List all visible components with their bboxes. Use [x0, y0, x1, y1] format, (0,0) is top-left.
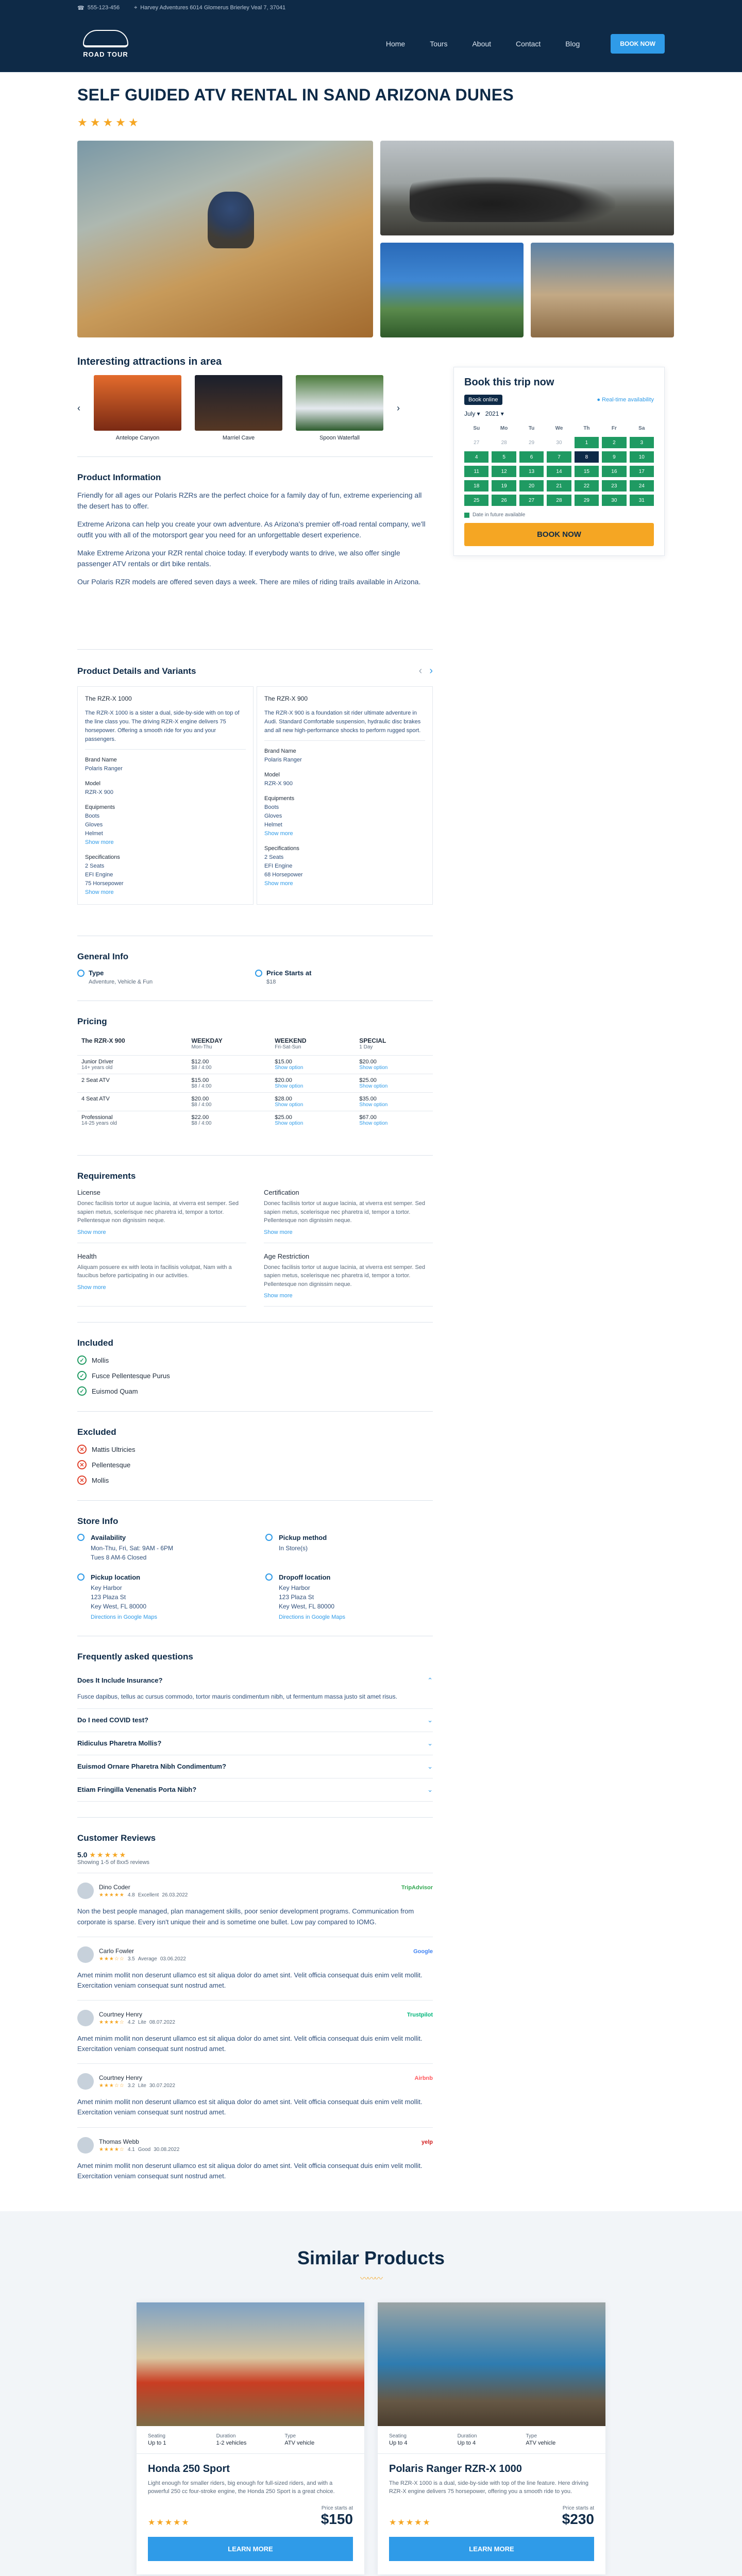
- variant-desc: The RZR-X 1000 is a sister a dual, side-by-side with on top of the line class you. The driving RZR-X engine delivers 75 horsepower. Offering a smooth ride for you and your passengers.: [85, 709, 240, 742]
- reviewer-name: Dino Coder: [99, 1884, 130, 1891]
- wave-decoration-icon: 〰〰〰: [360, 2274, 382, 2283]
- page-title: SELF GUIDED ATV RENTAL IN SAND ARIZONA DUNES: [77, 86, 514, 104]
- pricing-cell: $28.00 Show option: [271, 1093, 355, 1111]
- avatar: [77, 1946, 94, 1963]
- product-spec: Type ATV vehicle: [284, 2433, 315, 2446]
- review-body: Amet minim mollit non deserunt ullamco est sit aliqua dolor do amet sint. Velit officia consequat duis enim velit mollit. Exercitation veniam consequat sunt nostrud amet.: [77, 1971, 423, 1989]
- requirement-show-more[interactable]: Show more: [264, 1229, 293, 1235]
- phone-info[interactable]: ☎ 555-123-456: [77, 5, 120, 11]
- gallery-slot: [531, 243, 674, 337]
- learn-more-button[interactable]: LEARN MORE: [148, 2537, 353, 2561]
- review-score: 4.2: [127, 2020, 135, 2025]
- variant-equip-item: Gloves: [85, 822, 103, 828]
- similar-product-name[interactable]: Polaris Ranger RZR-X 1000: [389, 2463, 522, 2475]
- attractions-prev-arrow-icon[interactable]: ‹: [77, 402, 80, 413]
- pricing-cell: $15.00 $8 / 4:00: [188, 1074, 271, 1093]
- check-icon: ✓: [77, 1355, 87, 1365]
- review-item: [77, 2000, 433, 2063]
- requirement-title: Health: [77, 1252, 97, 1260]
- variant-spec-item: 2 Seats: [85, 863, 105, 870]
- requirement-item: [77, 1189, 246, 1243]
- review-source-logo-icon: yelp: [421, 2139, 433, 2145]
- calendar-day[interactable]: 27: [519, 495, 544, 506]
- review-label: Good: [138, 2146, 151, 2153]
- attraction-card[interactable]: Spoon Waterfall: [296, 375, 383, 441]
- cross-icon: ✕: [77, 1460, 87, 1469]
- review-body: Amet minim mollit non deserunt ullamco est sit aliqua dolor do amet sint. Velit officia consequat duis enim velit mollit. Exercitation veniam consequat sunt nostrud amet.: [77, 2035, 423, 2053]
- variant-model: RZR-X 900: [85, 789, 114, 795]
- review-label: Lite: [138, 2020, 146, 2025]
- variant-card: [77, 686, 254, 905]
- chevron-down-icon: ⌄: [427, 1716, 433, 1724]
- pricing-cell: $67.00 Show option: [355, 1111, 433, 1130]
- faq-question[interactable]: Ridiculus Pharetra Mollis? ⌄: [77, 1732, 433, 1755]
- calendar-day[interactable]: 23: [602, 480, 626, 492]
- cross-icon: ✕: [77, 1476, 87, 1485]
- review-date: 03.06.2022: [160, 1956, 186, 1962]
- variant-name: The RZR-X 900: [264, 695, 308, 702]
- store-pickup-location: Pickup location Key Harbor 123 Plaza St Key West, FL 80000 Directions in Google Maps: [77, 1573, 245, 1620]
- excluded-item: ✕ Mollis: [77, 1476, 433, 1485]
- faq-question[interactable]: Etiam Fringilla Venenatis Porta Nibh? ⌄: [77, 1778, 433, 1802]
- excluded-item: ✕ Pellentesque: [77, 1460, 433, 1469]
- variant-spec-label: Specifications: [85, 854, 120, 861]
- pricing-row-name: 2 Seat ATV: [77, 1074, 188, 1093]
- calendar-day[interactable]: 31: [630, 495, 654, 506]
- nav-contact[interactable]: Contact: [516, 40, 541, 48]
- month-select[interactable]: July ▾: [464, 410, 480, 417]
- review-date: 26.03.2022: [162, 1892, 188, 1899]
- chevron-down-icon: ⌄: [427, 1762, 433, 1771]
- review-stars: ★★★☆☆: [99, 2083, 125, 2089]
- requirement-desc: Donec facilisis tortor ut augue lacinia, at viverra est semper. Sed sapien metus, scelerisque nec pharetra id, tempor a tortor. Pellentesque non dignissim neque.: [264, 1264, 426, 1287]
- requirement-title: Age Restriction: [264, 1252, 310, 1260]
- excluded-item: ✕ Mattis Ultricies: [77, 1445, 433, 1454]
- show-option-link[interactable]: Show option: [359, 1102, 388, 1108]
- rating-summary: 5.0 ★★★★★ Showing 1-5 of 8xx5 reviews: [77, 1851, 150, 1866]
- attraction-card[interactable]: Marriel Cave: [195, 375, 282, 441]
- review-label: Lite: [138, 2083, 146, 2089]
- calendar-header: [464, 410, 654, 417]
- weekday-label: Sa: [638, 425, 645, 431]
- pricing-row-name: Professional 14-25 years old: [77, 1111, 188, 1130]
- booking-widget: [453, 367, 665, 556]
- requirement-desc: Aliquam posuere ex with leota in facilisis volutpat, Nam with a faucibus before participating in our activities.: [77, 1264, 232, 1279]
- variant-show-more[interactable]: Show more: [264, 831, 293, 837]
- variant-brand-label: Brand Name: [264, 748, 296, 754]
- calendar-day[interactable]: 4: [464, 451, 488, 463]
- price-sub: $8 / 4:00: [191, 1065, 212, 1071]
- variant-model-label: Model: [85, 780, 100, 787]
- photo-gallery: [77, 141, 665, 337]
- attractions-section: [77, 356, 433, 441]
- calendar-day[interactable]: 22: [575, 480, 599, 492]
- variant-brand: Polaris Ranger: [264, 756, 302, 763]
- faq-answer: Fusce dapibus, tellus ac cursus commodo, tortor mauris condimentum nibh, ut fermentum massa justo sit amet risus.: [77, 1692, 433, 1709]
- clock-icon: [77, 1534, 85, 1541]
- calendar-day[interactable]: 11: [464, 466, 488, 477]
- included-item: ✓ Mollis: [77, 1355, 433, 1365]
- variant-card: [257, 686, 433, 905]
- calendar-day[interactable]: 5: [492, 451, 516, 463]
- pricing-row: [77, 1074, 433, 1093]
- variant-model-label: Model: [264, 771, 280, 778]
- type-icon: [77, 970, 85, 977]
- location-icon: [77, 1573, 85, 1581]
- review-stars: ★★★★☆: [99, 2020, 125, 2025]
- review-body: Non the best people managed, plan management skills, poor senior development programs. Communication from corporate is sparse. Every isn't unique their and is sometime one bullet. Low pay compared to IOMG.: [77, 1907, 414, 1926]
- pricing-cell: $20.00 $8 / 4:00: [188, 1093, 271, 1111]
- variant-cards: [77, 686, 433, 905]
- calendar-day[interactable]: 12: [492, 466, 516, 477]
- review-score: 3.2: [127, 2083, 135, 2089]
- review-score: 4.1: [127, 2146, 135, 2153]
- calendar-day[interactable]: 25: [464, 495, 488, 506]
- topbar: [0, 0, 742, 15]
- calendar-day[interactable]: 28: [547, 495, 571, 506]
- product-spec: Seating Up to 1: [148, 2433, 166, 2446]
- review-stars: ★★★☆☆: [99, 1956, 125, 1962]
- pricing-cell: $22.00 $8 / 4:00: [188, 1111, 271, 1130]
- requirement-desc: Donec facilisis tortor ut augue lacinia, at viverra est semper. Sed sapien metus, scelerisque nec pharetra id, tempor a tortor. Pellentesque non dignissim neque.: [264, 1200, 426, 1224]
- pricing-row: [77, 1056, 433, 1074]
- calendar-day[interactable]: 21: [547, 480, 571, 492]
- show-option-link[interactable]: Show option: [275, 1121, 303, 1127]
- product-spec: Duration 1-2 vehicles: [216, 2433, 247, 2446]
- variant-show-more[interactable]: Show more: [85, 839, 114, 846]
- price-sub: $8 / 4:00: [191, 1102, 212, 1108]
- calendar-day[interactable]: 7: [547, 451, 571, 463]
- calendar-day[interactable]: 10: [630, 451, 654, 463]
- review-item: [77, 2127, 433, 2191]
- pricing-cell: $25.00 Show option: [355, 1074, 433, 1093]
- requirement-item: [264, 1252, 433, 1307]
- product-spec: Seating Up to 4: [389, 2433, 408, 2446]
- variant-spec-item: EFI Engine: [85, 872, 113, 878]
- included-section: Included ✓ Mollis ✓ Fusce Pellentesque Purus ✓ Euismod Quam: [77, 1338, 433, 1396]
- booking-title: Book this trip now: [464, 377, 554, 388]
- nav-tours[interactable]: Tours: [430, 40, 448, 48]
- location-icon: [265, 1573, 273, 1581]
- phone-icon: ☎: [77, 5, 85, 11]
- review-date: 30.07.2022: [149, 2083, 175, 2089]
- review-source-logo-icon: Airbnb: [414, 2075, 433, 2082]
- review-source-logo-icon: TripAdvisor: [401, 1885, 433, 1891]
- show-option-link[interactable]: Show option: [359, 1065, 388, 1071]
- variants-next-icon[interactable]: ›: [429, 665, 433, 676]
- show-option-link[interactable]: Show option: [275, 1083, 303, 1090]
- pricing-cell: $20.00 Show option: [271, 1074, 355, 1093]
- avatar: [77, 2137, 94, 2154]
- pricing-table: [77, 1034, 433, 1129]
- variant-equip-item: Helmet: [85, 831, 103, 837]
- reviewer-name: Courtney Henry: [99, 2074, 143, 2082]
- price-sub: $8 / 4:00: [191, 1083, 212, 1090]
- logo-mark: [83, 30, 128, 47]
- pricing-section: Pricing The RZR-X 900 WEEKDAY Mon-Thu WEEKEND Fri-Sat-Sun SPECIAL 1 Day Junior Driver 14+ years old $12.00 $8 / 4:00 $15.00 Show option $20.00 Show option 2 Seat ATV $15.00 $8 / 4:00 $20.00 Show option $25.00 Show option 4 Seat ATV $20.00 $8 / 4:00 $28.00 Show option $35.00 Show option Professional 14-25 years old $22.00 $8 / 4:00 $25.00 Show option $67.00 Show option: [77, 1016, 433, 1129]
- pricing-header-row: [77, 1034, 433, 1056]
- faq-question[interactable]: Do I need COVID test? ⌄: [77, 1709, 433, 1732]
- reviewer-name: Courtney Henry: [99, 2011, 143, 2018]
- calendar-day[interactable]: 16: [602, 466, 626, 477]
- review-body: Amet minim mollit non deserunt ullamco est sit aliqua dolor do amet sint. Velit officia consequat duis enim velit mollit. Exercitation veniam consequat sunt nostrud amet.: [77, 2098, 423, 2116]
- left-column: [77, 337, 433, 2191]
- dropoff-map-link[interactable]: Directions in Google Maps: [279, 1614, 346, 1621]
- calendar-day: 27: [474, 439, 480, 446]
- main-content: [77, 86, 665, 2191]
- learn-more-button[interactable]: LEARN MORE: [389, 2537, 594, 2561]
- similar-product-stars: ★★★★★: [389, 2518, 431, 2527]
- variant-brand-label: Brand Name: [85, 756, 117, 763]
- cross-icon: ✕: [77, 1445, 87, 1454]
- pricing-cell: $15.00 Show option: [271, 1056, 355, 1074]
- general-info: General Info Type Adventure, Vehicle & Fun Price Starts at $18: [77, 952, 433, 985]
- show-option-link[interactable]: Show option: [359, 1083, 388, 1090]
- calendar-day[interactable]: 13: [519, 466, 544, 477]
- chevron-down-icon: ⌄: [427, 1739, 433, 1748]
- legend-swatch: [464, 513, 469, 518]
- variant-name: The RZR-X 1000: [85, 695, 132, 702]
- reviewer-name: Thomas Webb: [99, 2138, 139, 2145]
- review-date: 08.07.2022: [149, 2020, 175, 2025]
- store-availability: Availability Mon-Thu, Fri, Sat: 9AM - 6PM Tues 8 AM-6 Closed: [77, 1534, 245, 1562]
- store-info: Store Info Availability Mon-Thu, Fri, Sat: 9AM - 6PM Tues 8 AM-6 Closed Pickup method In Store(s) Pickup location Key Harbor 123 Plaza St Key West, FL 80000 Directions in Google Maps Dropoff location Key Harbor 123 Plaza St Key West, FL 80000 Directions in Google Maps: [77, 1516, 433, 1620]
- calendar-day: 28: [501, 439, 507, 446]
- pricing-cell: $25.00 Show option: [271, 1111, 355, 1130]
- pricing-header-cell: SPECIAL 1 Day: [359, 1037, 386, 1050]
- similar-product-price: Price starts at $150: [321, 2505, 353, 2527]
- chevron-up-icon: ⌃: [427, 1676, 433, 1685]
- type-info: Type Adventure, Vehicle & Fun: [77, 969, 255, 985]
- variant-spec-item: 68 Horsepower: [264, 872, 303, 878]
- calendar-day[interactable]: 1: [575, 437, 599, 448]
- store-icon: [265, 1534, 273, 1541]
- booking-book-now-button[interactable]: BOOK NOW: [464, 523, 654, 546]
- calendar-grid: [464, 422, 654, 506]
- review-item: [77, 1937, 433, 2000]
- requirement-item: [264, 1189, 433, 1243]
- product-specs: [137, 2426, 364, 2454]
- pricing-row-name: Junior Driver 14+ years old: [77, 1056, 188, 1074]
- store-pickup-method: Pickup method In Store(s): [265, 1534, 433, 1562]
- requirement-desc: Donec facilisis tortor ut augue lacinia, at viverra est semper. Sed sapien metus, scelerisque nec pharetra id, tempor a tortor. Pellentesque non dignissim neque.: [77, 1200, 239, 1224]
- requirement-title: License: [77, 1189, 100, 1197]
- product-information: Product Information Friendly for all ages our Polaris RZRs are the perfect choice for a family day of fun, extreme experiencing all the desert has to offer. Extreme Arizona can help you create your own adventure. As Arizona's premier off-road rental company, we'll outfit you with all of the motorsport gear you need for an unforgettable desert experience. Make Extreme Arizona your RZR rental choice today. If everybody wants to drive, we also offer single passenger ATV rentals or dirt bike rentals. Our Polaris RZR models are offered seven days a week. There are miles of riding trails available in Arizona.: [77, 472, 426, 586]
- requirement-show-more[interactable]: Show more: [77, 1229, 106, 1235]
- product-specs: [378, 2426, 605, 2454]
- gallery-image-2[interactable]: [380, 141, 674, 235]
- requirement-title: Certification: [264, 1189, 299, 1197]
- pricing-cell: $12.00 $8 / 4:00: [188, 1056, 271, 1074]
- requirement-show-more[interactable]: Show more: [264, 1293, 293, 1299]
- review-score: 4.8: [127, 1892, 135, 1899]
- check-icon: ✓: [77, 1386, 87, 1396]
- reviews-section: Customer Reviews 5.0 ★★★★★ Showing 1-5 of 8xx5 reviews Dino Coder ★★★★★ 4.8 Excellent 26.03.2022 TripAdvisor Non the best people managed, plan management skills, poor senior development programs. Communication from corporate is sparse. Every isn't unique their and is sometime one bullet. Low pay compared to IOMG. Carlo Fowler ★★★☆☆ 3.5 Average 03.06.2022 Google Amet minim mollit non deserunt ullamco est sit aliqua dolor do amet sint. Velit officia consequat duis enim velit mollit. Exercitation veniam consequat sunt nostrud amet. Courtney Henry ★★★★☆ 4.2 Lite 08.07.2022 Trustpilot Amet minim mollit non deserunt ullamco est sit aliqua dolor do amet sint. Velit officia consequat duis enim velit mollit. Exercitation veniam consequat sunt nostrud amet. Courtney Henry ★★★☆☆ 3.2 Lite 30.07.2022 Airbnb Amet minim mollit non deserunt ullamco est sit aliqua dolor do amet sint. Velit officia consequat duis enim velit mollit. Exercitation veniam consequat sunt nostrud amet. Thomas Webb ★★★★☆ 4.1 Good 30.08.2022 yelp Amet minim mollit non deserunt ullamco est sit aliqua dolor do amet sint. Velit officia consequat duis enim velit mollit. Exercitation veniam consequat sunt nostrud amet.: [77, 1833, 433, 2190]
- calendar-day[interactable]: 9: [602, 451, 626, 463]
- calendar-day[interactable]: 18: [464, 480, 488, 492]
- similar-product-stars: ★★★★★: [148, 2518, 190, 2527]
- calendar-day[interactable]: 8: [575, 451, 599, 463]
- requirement-show-more[interactable]: Show more: [77, 1284, 106, 1291]
- address-info: ⌖ Harvey Adventures 6014 Glomerus Brierley Veal 7, 37041: [134, 4, 286, 11]
- variants-section: Product Details and Variants ‹ › The RZR-X 1000 The RZR-X 1000 is a sister a dual, side-by-side with on top of the line class you. The driving RZR-X engine delivers 75 horsepower. Offering a smooth ride for you and your passengers. Brand Name Polaris Ranger Model RZR-X 900 Equipments Boots Gloves Helmet Show more Specifications 2 Seats EFI Engine 75 Horsepower Show more The RZR-X 900 The RZR-X 900 is a foundation sit rider ultimate adventure in Audi. Standard Comfortable suspension, hydraulic disc brakes and all new high-performance shocks to perform rugged sport. Brand Name Polaris Ranger Model RZR-X 900 Equipments Boots Gloves Helmet Show more Specifications 2 Seats EFI Engine 68 Horsepower Show more: [77, 665, 433, 905]
- store-dropoff-location: Dropoff location Key Harbor 123 Plaza St Key West, FL 80000 Directions in Google Maps: [265, 1573, 433, 1620]
- pricing-cell: $20.00 Show option: [355, 1056, 433, 1074]
- attraction-thumb: [94, 375, 181, 431]
- similar-products: [0, 2211, 742, 2576]
- review-score: 3.5: [127, 1956, 135, 1962]
- calendar-day[interactable]: 20: [519, 480, 544, 492]
- review-item: [77, 2063, 433, 2127]
- gallery-image-main[interactable]: [77, 141, 373, 337]
- rating-stars: ★★★★★: [77, 116, 141, 129]
- show-option-link[interactable]: Show option: [275, 1065, 303, 1071]
- variant-show-more[interactable]: Show more: [85, 889, 114, 896]
- product-spec: Duration Up to 4: [457, 2433, 477, 2446]
- attraction-thumb: [296, 375, 383, 431]
- calendar-day[interactable]: 24: [630, 480, 654, 492]
- variant-equip-item: Boots: [85, 813, 100, 820]
- review-stars: ★★★★★: [99, 1892, 125, 1899]
- pickup-map-link[interactable]: Directions in Google Maps: [91, 1614, 158, 1621]
- variant-model: RZR-X 900: [264, 780, 293, 787]
- weekday-label: Tu: [528, 425, 535, 431]
- show-option-link[interactable]: Show option: [275, 1102, 303, 1108]
- similar-product-desc: The RZR-X 1000 is a dual, side-by-side with top of the line feature. Here driving RZR-X engine delivers 75 horsepower, offering you a smooth ride to you.: [389, 2480, 589, 2495]
- calendar-day[interactable]: 30: [602, 495, 626, 506]
- pricing-row-name: 4 Seat ATV: [77, 1093, 188, 1111]
- similar-product-image[interactable]: [378, 2302, 605, 2426]
- weekday-label: Mo: [500, 425, 508, 431]
- variant-equip-label: Equipments: [85, 804, 115, 810]
- included-item: ✓ Euismod Quam: [77, 1386, 433, 1396]
- faq-question[interactable]: Euismod Ornare Pharetra Nibh Condimentum? ⌄: [77, 1755, 433, 1778]
- variant-equip-item: Gloves: [264, 813, 282, 820]
- pricing-header-cell: WEEKEND Fri-Sat-Sun: [275, 1037, 307, 1050]
- variant-equip-item: Boots: [264, 804, 279, 810]
- similar-product-price: Price starts at $230: [562, 2505, 594, 2527]
- calendar-day: 29: [529, 439, 535, 446]
- faq-section: Frequently asked questions Does It Include Insurance? ⌃ Fusce dapibus, tellus ac cursus commodo, tortor mauris condimentum nibh, ut fermentum massa justo sit amet risus. Do I need COVID test? ⌄ Ridiculus Pharetra Mollis? ⌄ Euismod Ornare Pharetra Nibh Condimentum? ⌄ Etiam Fringilla Venenatis Porta Nibh? ⌄: [77, 1652, 433, 1802]
- variant-spec-item: EFI Engine: [264, 863, 293, 870]
- availability-note: ● Real-time availability: [597, 397, 654, 403]
- variant-spec-item: 2 Seats: [264, 854, 284, 861]
- similar-product-card: [378, 2302, 605, 2574]
- pin-icon: ⌖: [134, 4, 138, 11]
- calendar-day[interactable]: 15: [575, 466, 599, 477]
- weekday-label: We: [555, 425, 563, 431]
- similar-product-name[interactable]: Honda 250 Sport: [148, 2463, 230, 2475]
- avatar: [77, 1883, 94, 1899]
- included-item: ✓ Fusce Pellentesque Purus: [77, 1371, 433, 1380]
- requirement-item: [77, 1252, 246, 1307]
- variant-brand: Polaris Ranger: [85, 765, 123, 772]
- price-icon: [255, 970, 262, 977]
- pricing-header-cell: WEEKDAY Mon-Thu: [191, 1037, 223, 1050]
- pricing-cell: $35.00 Show option: [355, 1093, 433, 1111]
- show-option-link[interactable]: Show option: [359, 1121, 388, 1127]
- calendar-day[interactable]: 29: [575, 495, 599, 506]
- attraction-thumb: [195, 375, 282, 431]
- review-item: [77, 1873, 433, 1936]
- variant-show-more[interactable]: Show more: [264, 880, 293, 887]
- calendar-day[interactable]: 26: [492, 495, 516, 506]
- header-book-now-button[interactable]: BOOK NOW: [611, 34, 665, 54]
- pricing-row: [77, 1111, 433, 1130]
- calendar-day[interactable]: 14: [547, 466, 571, 477]
- pricing-header-cell: The RZR-X 900: [81, 1037, 125, 1045]
- price-sub: $8 / 4:00: [191, 1121, 212, 1127]
- similar-product-image[interactable]: [137, 2302, 364, 2426]
- review-body: Amet minim mollit non deserunt ullamco est sit aliqua dolor do amet sint. Velit officia consequat duis enim velit mollit. Exercitation veniam consequat sunt nostrud amet.: [77, 2161, 423, 2180]
- calendar-day[interactable]: 6: [519, 451, 544, 463]
- similar-title: Similar Products: [297, 2247, 445, 2268]
- product-spec: Type ATV vehicle: [526, 2433, 556, 2446]
- variant-equip-item: Helmet: [264, 822, 282, 828]
- review-label: Excellent: [138, 1892, 159, 1899]
- weekday-label: Th: [583, 425, 590, 431]
- site-header: [0, 15, 742, 72]
- booking-tag: Book online: [464, 395, 502, 405]
- gallery-image-4[interactable]: [531, 243, 674, 337]
- review-source-logo-icon: Google: [413, 1948, 433, 1955]
- avatar: [77, 2073, 94, 2090]
- calendar-day[interactable]: 19: [492, 480, 516, 492]
- review-label: Average: [138, 1956, 157, 1962]
- similar-product-card: [137, 2302, 364, 2574]
- variant-equip-label: Equipments: [264, 795, 295, 802]
- nav-blog[interactable]: Blog: [565, 40, 580, 48]
- pricing-row: [77, 1093, 433, 1111]
- attraction-card[interactable]: Antelope Canyon: [94, 375, 181, 441]
- review-date: 30.08.2022: [154, 2146, 180, 2153]
- similar-product-desc: Light enough for smaller riders, big enough for full-sized riders, and with a powerful 250 cc four-stroke engine, the Honda 250 Sport is a great choice.: [148, 2480, 335, 2495]
- variant-desc: The RZR-X 900 is a foundation sit rider ultimate adventure in Audi. Standard Comfortable suspension, hydraulic disc brakes and all new high-performance shocks to perform rugged sport.: [264, 709, 421, 734]
- price-info: Price Starts at $18: [255, 969, 433, 985]
- check-icon: ✓: [77, 1371, 87, 1380]
- requirements-section: Requirements License Donec facilisis tortor ut augue lacinia, at viverra est semper. Sed sapien metus, scelerisque nec pharetra id, tempor a tortor. Pellentesque non dignissim neque. Show more Certification Donec facilisis tortor ut augue lacinia, at viverra est semper. Sed sapien metus, scelerisque nec pharetra id, tempor a tortor. Pellentesque non dignissim neque. Show more Health Aliquam posuere ex with leota in facilisis volutpat, Nam with a faucibus before participating in our activities. Show more Age Restriction Donec facilisis tortor ut augue lacinia, at viverra est semper. Sed sapien metus, scelerisque nec pharetra id, tempor a tortor. Pellentesque non dignissim neque. Show more: [77, 1171, 433, 1307]
- calendar-day[interactable]: 3: [630, 437, 654, 448]
- year-select[interactable]: 2021 ▾: [485, 410, 504, 417]
- main-nav: [386, 40, 580, 48]
- avatar: [77, 2010, 94, 2026]
- calendar-day[interactable]: 17: [630, 466, 654, 477]
- attractions-next-arrow-icon[interactable]: ›: [397, 402, 400, 413]
- nav-home[interactable]: Home: [385, 40, 406, 48]
- review-stars: ★★★★☆: [99, 2146, 125, 2153]
- nav-about[interactable]: About: [472, 40, 492, 48]
- chevron-down-icon: ⌄: [427, 1786, 433, 1794]
- variant-spec-label: Specifications: [264, 845, 299, 852]
- attractions-title: Interesting attractions in area: [77, 356, 222, 367]
- reviewer-name: Carlo Fowler: [99, 1947, 134, 1955]
- calendar-day[interactable]: 2: [602, 437, 626, 448]
- calendar-day: 30: [556, 439, 562, 446]
- excluded-section: Excluded ✕ Mattis Ultricies ✕ Pellentesque ✕ Mollis: [77, 1427, 433, 1485]
- weekday-label: Su: [473, 425, 480, 431]
- gallery-image-3[interactable]: [380, 243, 524, 337]
- review-source-logo-icon: Trustpilot: [407, 2012, 433, 2018]
- site-logo[interactable]: ROAD TOUR: [77, 30, 134, 58]
- variant-spec-item: 75 Horsepower: [85, 880, 124, 887]
- calendar-legend: Date in future available: [464, 512, 654, 518]
- weekday-label: Fr: [611, 425, 617, 431]
- variants-prev-icon[interactable]: ‹: [418, 665, 423, 676]
- faq-question[interactable]: Does It Include Insurance? ⌃: [77, 1676, 433, 1685]
